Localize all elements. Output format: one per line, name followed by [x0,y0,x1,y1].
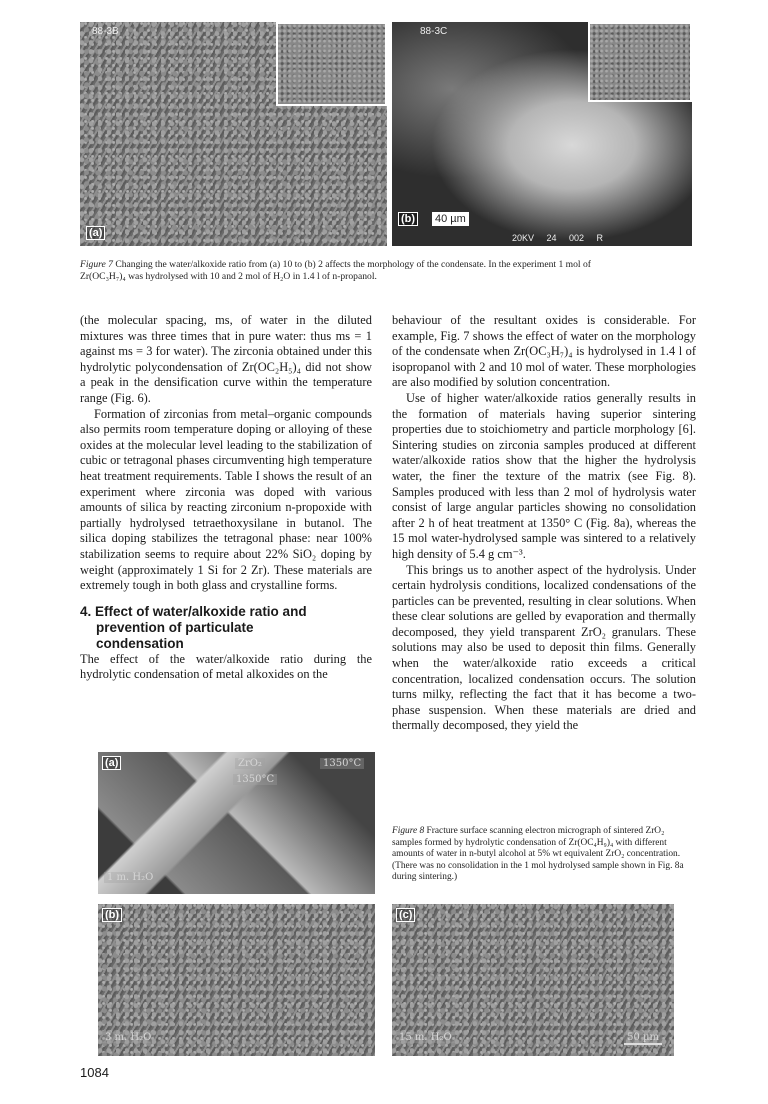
figure8-panel-c-water: 15 m. H₂O [396,1032,455,1043]
figure7-panel-a [80,22,387,246]
figure8-panel-b-label: (b) [102,908,122,922]
section-heading [80,604,372,652]
figure7-caption-line1: Changing the water/alkoxide ratio from (a) 10 to (b) 2 affects the morphology of the condensate. In the experiment 1 mol of [112,259,591,270]
figure7-caption [80,259,700,283]
figure8-panel-a-tag-zro2: ZrO₂ [235,758,265,769]
figure7-panel-a-code: 88-3B [92,26,119,37]
figure8-panel-a-tag-temp: 1350°C [233,774,277,785]
figure8-panel-a-water: 1 m. H₂O [104,872,156,883]
figure7-panel-b [392,22,692,246]
right-column [392,313,696,734]
section-heading-line3: condensation [96,635,184,651]
figure7-panel-b-code: 88-3C [420,26,448,37]
figure7-panel-b-label: (b) [398,212,418,226]
figure7-panel-a-inset [276,22,387,106]
left-para-3: The effect of the water/alkoxide ratio during the hydrolytic condensation of metal alkoxides on the [80,651,372,682]
figure7-caption-label: Figure 7 [80,259,113,270]
left-para-1: (the molecular spacing, ms, of water in the diluted mixtures was three times that in pure water: thus ms = 1 against ms = 3 for water). The zirconia obtained under this hydrolytic polycondensation of Zr(OC₂H₅)₄ did not show a peak in the densification curve within the temperature range (Fig. 6). [80,313,372,405]
figure8-panel-a-label: (a) [102,756,121,770]
right-para-3: This brings us to another aspect of the hydrolysis. Under certain hydrolysis conditions, localized condensations of the particles can be prevented, resulting in clear solutions. When these clear solutions are gelled by evaporation and thermally decomposed, they yield transparent ZrO₂ granulars. These solutions may also be used to deposit thin films. Generally when the water/alkoxide ratio exceeds a critical concentration, localized condensation occurs. The solution turns milky, reflecting the fact that it has become a two-phase suspension. When these materials are dried and thermally decomposed, they yield the [392,562,696,733]
figure7-caption-line2: Zr(OC₃H₇)₄ was hydrolysed with 10 and 2 mol of H₂O in 1.4 l of n-propanol. [80,271,377,282]
figure8-panel-c-label: (c) [396,908,415,922]
right-para-1: behaviour of the resultant oxides is considerable. For example, Fig. 7 shows the effect of water on the morphology of the condensate when Zr(OC₃H₇)₄ is hydrolysed in 1.4 l of isopropanol with 2 and 10 mol of water. These morphologies are also modified by solution concentration. [392,313,696,390]
left-para-2: Formation of zirconias from metal–organic compounds also permits room temperature doping or alloying of these oxides at the molecular level leading to the stabilization of cubic or tetragonal phases circumventing high temperature heat treatment requirements. Table I shows the result of an experiment where zirconia was doped with various amounts of silica by reacting zirconium n-propoxide with partially hydrolysed tetraethoxysilane in butanol. The silica doping stabilizes the tetragonal phase: near 100% stabilization seems to require about 22% SiO₂ doping by weight (approximately 1 Si for 2 Zr). These materials are extremely tough in both glass and crystalline forms. [80,406,372,593]
figure8-caption-text: Fracture surface scanning electron micrograph of sintered ZrO₂ samples formed by hydrolytic condensation of Zr(OC₄H₉)₄ with different amounts of water in n-butyl alcohol at 5% wt equivalent ZrO₂ concentration. (There was no consolidation in the 1 mol hydrolysed sample shown in Fig. 8a during sintering.) [392,826,684,883]
section-heading-line2: prevention of particulate [96,619,254,635]
figure8-panel-a-tag-temp-2: 1350°C [320,758,364,769]
figure8-caption-label: Figure 8 [392,826,425,836]
figure7-panel-b-inset [588,22,692,102]
left-column [80,313,372,683]
section-heading-line1: 4. Effect of water/alkoxide ratio and [80,603,307,619]
figure8-scale-bar: 50 µm [624,1032,662,1045]
figure7-panel-a-label: (a) [86,226,105,240]
figure8-panel-b-water: 3 m. H₂O [102,1032,154,1043]
page-number: 1084 [80,1065,109,1080]
figure8-panel-c [392,904,674,1056]
figure8-caption [392,826,692,884]
right-para-2: Use of higher water/alkoxide ratios generally results in the formation of materials having superior sintering properties due to stoichiometry and particle morphology [6]. Sintering studies on zirconia samples produced at different water/alkoxide ratios show that the higher the hydrolysis water, the finer the texture of the matrix (see Fig. 8). Samples produced with less than 2 mol of hydrolysis water consist of large angular particles showing no consolidation after 2 h of heat treatment at 1350° C (Fig. 8a), whereas the 15 mol water-hydrolysed sample was sintered to a relatively high density of 5.4 g cm⁻³. [392,390,696,561]
figure8-panel-b [98,904,375,1056]
figure7-scale-bar: 40 µm [432,212,469,226]
figure7-panel-b-footer: 20KV 24 002 R [512,233,604,243]
figure8-panel-a [98,752,375,894]
